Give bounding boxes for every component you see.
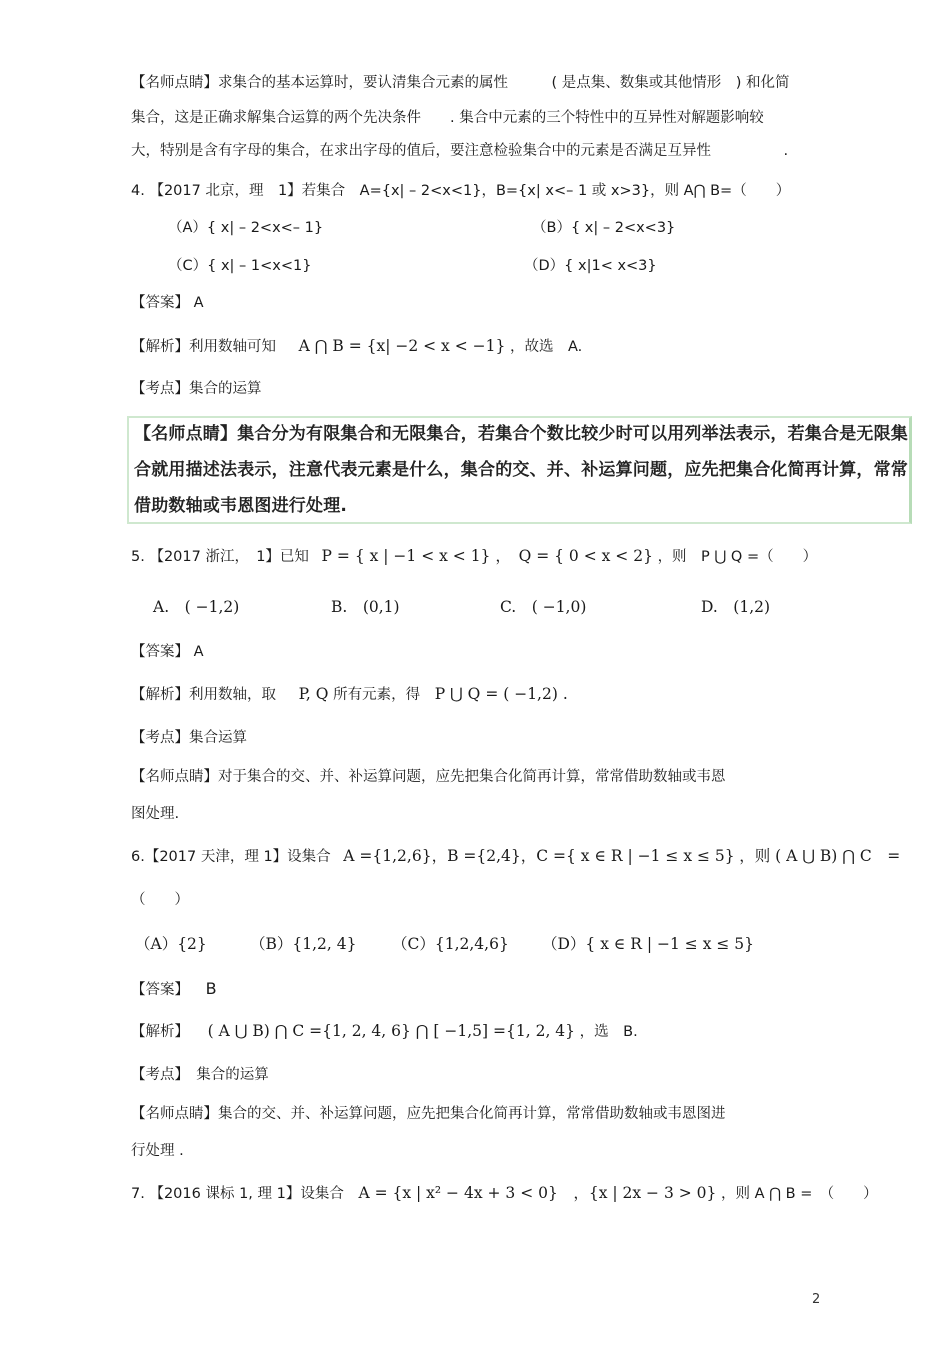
q4-analysis-suffix: ，故选 A. bbox=[509, 339, 583, 355]
q6-analysis-formula: ( A ⋃ B) ⋂ C ={1, 2, 4, 6} ⋂ [ −1,5] ={1, 2, 4} bbox=[207, 1022, 576, 1040]
q4-topic: 【考点】集合的运算 bbox=[131, 381, 262, 397]
tip-line: 大，特别是含有字母的集合，在求出字母的值后，要注意检验集合中的元素是否满足互异性 . bbox=[131, 143, 789, 159]
q7-stem-formula: A = {x | x² − 4x + 3 < 0} ，{x | 2x − 3 > 0} bbox=[358, 1184, 717, 1202]
q6-analysis bbox=[131, 1021, 638, 1042]
highlighted-tip-line: 合就用描述法表示，注意代表元素是什么，集合的交、并、补运算问题，应先把集合化简再计算，常常 bbox=[134, 460, 908, 480]
q4-analysis bbox=[131, 336, 582, 357]
q5-stem-formula: P = { x | −1 < x < 1} ， Q = { 0 < x < 2} bbox=[321, 547, 653, 565]
q5-option-b: B. (0,1) bbox=[331, 598, 400, 616]
q6-topic: 【考点】 集合的运算 bbox=[131, 1067, 269, 1083]
q7-stem-suffix: ，则 A ⋂ B = （ ） bbox=[721, 1186, 878, 1202]
q5-analysis-formula: P, Q bbox=[298, 685, 329, 703]
q4-option-c: （C）{ x| – 1<x<1} bbox=[168, 258, 312, 274]
q6-answer-value: B bbox=[205, 979, 217, 998]
q6-analysis-suffix: ，选 B. bbox=[579, 1024, 638, 1040]
q7-stem-prefix: 7. 【2016 课标 1, 理 1】设集合 bbox=[131, 1186, 344, 1202]
q6-analysis-prefix: 【解析】 bbox=[131, 1024, 189, 1040]
q5-analysis-result: P ⋃ Q = ( −1,2) . bbox=[434, 685, 568, 703]
question-5-stem bbox=[131, 546, 817, 567]
q5-analysis bbox=[131, 684, 568, 705]
q4-option-a: （A）{ x| – 2<x<– 1} bbox=[168, 220, 324, 236]
q5-option-c: C. ( −1,0) bbox=[500, 598, 587, 616]
q6-option-c: （C）{1,2,4,6} bbox=[392, 935, 509, 953]
q5-answer: 【答案】 A bbox=[131, 644, 204, 660]
q6-tip: 【名师点睛】集合的交、并、补运算问题，应先把集合化简再计算，常常借助数轴或韦恩图进 bbox=[131, 1106, 726, 1122]
q6-option-d: （D）{ x ∈ R | −1 ≤ x ≤ 5} bbox=[542, 935, 755, 953]
q6-stem-formula: A ={1,2,6}，B ={2,4}，C ={ x ∈ R | −1 ≤ x ≤ 5} bbox=[343, 847, 735, 865]
q5-analysis-mid: 所有元素，得 bbox=[333, 687, 421, 703]
q5-analysis-prefix: 【解析】利用数轴，取 bbox=[131, 687, 276, 703]
q4-answer: 【答案】 A bbox=[131, 295, 204, 311]
question-6-stem bbox=[131, 846, 900, 867]
q6-stem-prefix: 6.【2017 天津，理 1】设集合 bbox=[131, 849, 331, 865]
q6-option-b: （B）{1,2, 4} bbox=[250, 935, 357, 953]
q6-tip: 行处理 . bbox=[131, 1143, 184, 1159]
q4-analysis-prefix: 【解析】利用数轴可知 bbox=[131, 339, 276, 355]
question-7-stem bbox=[131, 1183, 878, 1204]
q4-option-b: （B）{ x| – 2<x<3} bbox=[532, 220, 676, 236]
question-4-stem: 4. 【2017 北京，理 1】若集合 A={x| – 2<x<1}，B={x| x<– 1 或 x>3}，则 A⋂ B=（ ） bbox=[131, 183, 791, 199]
q4-option-d: （D）{ x|1< x<3} bbox=[524, 258, 657, 274]
tip-line: 集合，这是正确求解集合运算的两个先决条件 . 集合中元素的三个特性中的互异性对解题影响较 bbox=[131, 110, 764, 126]
highlighted-tip-line: 【名师点睛】集合分为有限集合和无限集合，若集合个数比较少时可以用列举法表示，若集合是无限集 bbox=[134, 424, 908, 444]
q6-option-a: （A）{2} bbox=[135, 935, 207, 953]
q5-stem-prefix: 5. 【2017 浙江， 1】已知 bbox=[131, 549, 309, 565]
q6-paren: （ ） bbox=[131, 892, 189, 908]
q6-answer-label: 【答案】 bbox=[131, 982, 189, 998]
q5-tip: 【名师点睛】对于集合的交、并、补运算问题，应先把集合化简再计算，常常借助数轴或韦恩 bbox=[131, 769, 726, 785]
q6-stem-suffix: ，则 ( A ⋃ B) ⋂ C = bbox=[739, 847, 901, 865]
q5-stem-suffix: ，则 P ⋃ Q =（ ） bbox=[657, 549, 818, 565]
highlighted-tip-line: 借助数轴或韦恩图进行处理. bbox=[134, 496, 348, 516]
q5-topic: 【考点】集合运算 bbox=[131, 730, 247, 746]
highlighted-tip-box bbox=[127, 416, 912, 524]
q5-option-a: A. ( −1,2) bbox=[153, 598, 240, 616]
tip-line: 【名师点睛】求集合的基本运算时，要认清集合元素的属性 ( 是点集、数集或其他情形 ) 和化简 bbox=[131, 75, 790, 91]
page-number: 2 bbox=[812, 1292, 821, 1307]
q5-tip: 图处理. bbox=[131, 806, 180, 822]
q5-option-d: D. (1,2) bbox=[701, 598, 771, 616]
q6-answer bbox=[131, 979, 217, 1000]
q4-analysis-formula: A ⋂ B = {x| −2 < x < −1} bbox=[298, 337, 506, 355]
